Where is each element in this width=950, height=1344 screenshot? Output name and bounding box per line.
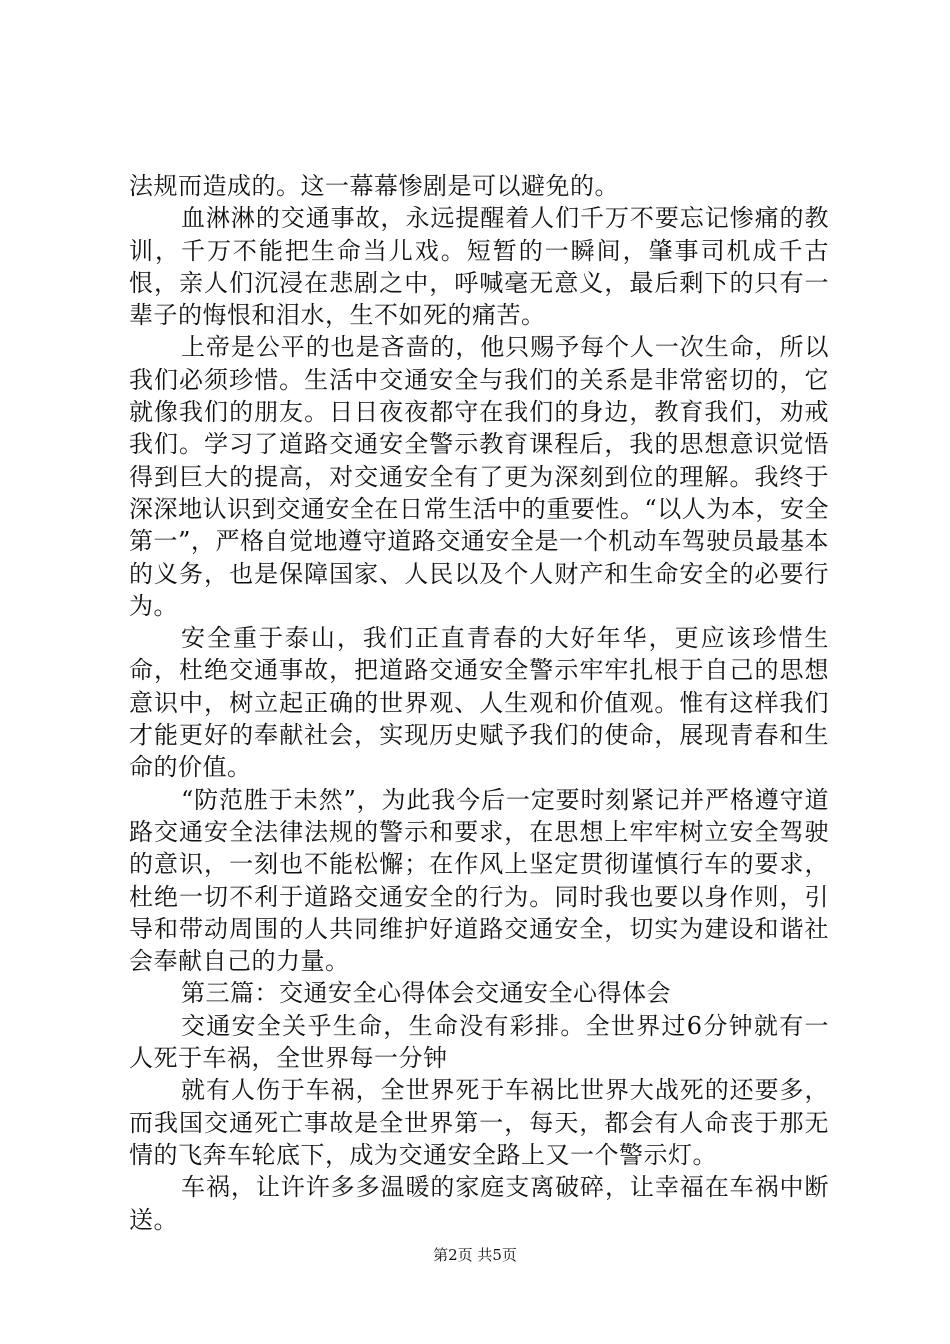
- paragraph-7: 交通安全关乎生命，生命没有彩排。全世界过6分钟就有一人死于车祸，全世界每一分钟: [129, 1011, 829, 1073]
- paragraph-8: 就有人伤于车祸，全世界死于车祸比世界大战死的还要多，而我国交通死亡事故是全世界第一，每天，都会有人命丧于那无情的飞奔车轮底下，成为交通安全路上又一个警示灯。: [129, 1076, 829, 1169]
- paragraph-3: 上帝是公平的也是吝啬的，他只赐予每个人一次生命，所以我们必须珍惜。生活中交通安全与我们的关系是非常密切的，它就像我们的朋友。日日夜夜都守在我们的身边，教育我们，劝戒我们。学习了道路交通安全警示教育课程后，我的思想意识觉悟得到巨大的提高，对交通安全有了更为深刻到位的理解。我终于深深地认识到交通安全在日常生活中的重要性。“以人为本，安全第一”，严格自觉地遵守道路交通安全是一个机动车驾驶员最基本的义务，也是保障国家、人民以及个人财产和生命安全的必要行为。: [129, 333, 829, 620]
- paragraph-5: “防范胜于未然”，为此我今后一定要时刻紧记并严格遵守道路交通安全法律法规的警示和要求，在思想上牢牢树立安全驾驶的意识，一刻也不能松懈；在作风上坚定贯彻谨慎行车的要求，杜绝一切不利于道路交通安全的行为。同时我也要以身作则，引导和带动周围的人共同维护好道路交通安全，切实为建设和谐社会奉献自己的力量。: [129, 785, 829, 976]
- document-body: [129, 170, 829, 1236]
- paragraph-4: 安全重于泰山，我们正直青春的大好年华，更应该珍惜生命，杜绝交通事故，把道路交通安全警示牢牢扎根于自己的思想意识中，树立起正确的世界观、人生观和价值观。惟有这样我们才能更好的奉献社会，实现历史赋予我们的使命，展现青春和生命的价值。: [129, 624, 829, 782]
- paragraph-2: 血淋淋的交通事故，永远提醒着人们千万不要忘记惨痛的教训，千万不能把生命当儿戏。短暂的一瞬间，肇事司机成千古恨，亲人们沉浸在悲剧之中，呼喊毫无意义，最后剩下的只有一辈子的悔恨和泪水，生不如死的痛苦。: [129, 204, 829, 330]
- section-heading: 第三篇：交通安全心得体会交通安全心得体会: [181, 979, 671, 1008]
- paragraph-1: 法规而造成的。这一幕幕惨剧是可以避免的。: [129, 172, 619, 200]
- paragraph-9: 车祸，让许许多多温暖的家庭支离破碎，让幸福在车祸中断送。: [129, 1173, 829, 1234]
- page-footer: 第2页 共5页: [433, 1246, 517, 1264]
